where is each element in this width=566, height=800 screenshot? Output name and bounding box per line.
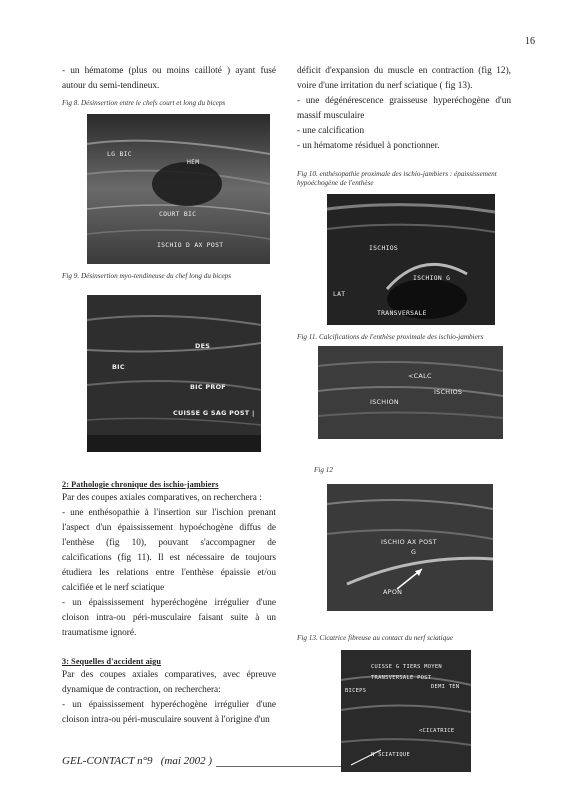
fig13-label: BICEPS bbox=[345, 688, 367, 694]
fig10-label: LAT bbox=[333, 290, 346, 298]
fig13-label: TRANSVERSALE POST bbox=[371, 675, 432, 681]
section3-paragraph: Par des coupes axiales comparatives, avec épreuve dynamique de contraction, on recherchera: bbox=[62, 670, 276, 695]
fig11-label: ISCHION bbox=[370, 398, 400, 406]
section2-paragraph: - une enthésopathie à l'insertion sur l'ischion prenant l'aspect d'un épaississement hypoéchogène diffus de l'enthèse (fig 10), pouvant s'accompagner de calcifications (fig 11). Il est nécessaire de toujours étudiera les relations entre l'enthèse épaissie et/ou calcifiée et le nerf sciatique bbox=[62, 508, 276, 593]
section3-paragraph: - un épaississement hyperéchogène irrégulier d'une cloison intra-ou péri-musculaire souvent à l'origine d'un bbox=[62, 700, 276, 725]
fig8-label: COURT BIC bbox=[159, 210, 197, 218]
fig8-caption: Fig 8. Désinsertion entre le chefs court et long du biceps bbox=[62, 99, 226, 107]
right-paragraph: déficit d'expansion du muscle en contraction (fig 12), voire d'une irritation du nerf sciatique ( fig 13). bbox=[297, 66, 511, 91]
fig13-label: N SCIATIQUE bbox=[371, 752, 410, 758]
intro-paragraph: - un hématome (plus ou moins cailloté ) ayant fusé autour du semi-tendineux. bbox=[62, 66, 276, 91]
fig11-caption: Fig 11. Calcifications de l'enthèse proximale des ischio-jambiers bbox=[297, 333, 484, 341]
fig8-label: HEM bbox=[187, 158, 200, 166]
right-paragraph: - une calcification bbox=[297, 126, 365, 136]
fig10-ultrasound-image bbox=[327, 194, 495, 325]
fig13-label: DEMI TEN bbox=[431, 684, 460, 690]
fig11-label: <CALC bbox=[408, 372, 432, 380]
fig12-label: G bbox=[411, 548, 417, 556]
section2-body bbox=[62, 491, 276, 641]
fig9-label: DES bbox=[195, 342, 211, 350]
fig10-label: ISCHION G bbox=[413, 274, 451, 282]
page-number: 16 bbox=[525, 36, 535, 47]
fig13-caption: Fig 13. Cicatrice fibreuse au contact du nerf sciatique bbox=[297, 634, 454, 642]
fig9-caption: Fig 9. Désinsertion myo-tendineuse du chef long du biceps bbox=[62, 272, 232, 280]
right-paragraph: - une dégénérescence graisseuse hyperéchogène d'un massif musculaire bbox=[297, 96, 511, 121]
footer-rule bbox=[216, 766, 341, 767]
section2-heading: 2: Pathologie chronique des ischio-jambiers bbox=[62, 480, 219, 489]
fig13-label: CUISSE G TIERS MOYEN bbox=[371, 664, 442, 670]
right-paragraph: - un hématome résiduel à ponctionner. bbox=[297, 141, 440, 151]
fig8-label: ISCHIO D AX POST bbox=[157, 241, 224, 249]
section2-paragraph: - un épaississement hyperéchogène irrégulier d'une cloison intra-ou péri-musculaire faisant suite à un traumatisme ignoré. bbox=[62, 598, 276, 638]
fig12-label: ISCHIO AX POST bbox=[381, 538, 437, 546]
footer-date: (mai 2002 ) bbox=[160, 755, 213, 767]
fig12-ultrasound-image bbox=[327, 484, 493, 611]
fig9-echo-texture bbox=[87, 295, 261, 452]
fig9-label: BIC bbox=[112, 363, 125, 371]
fig8-label: LG BIC bbox=[107, 150, 132, 158]
section3-heading: 3: Sequelles d'accident aigu bbox=[62, 657, 162, 666]
right-body bbox=[297, 64, 511, 154]
fig12-label: APON bbox=[383, 588, 403, 596]
fig11-echo-texture bbox=[318, 346, 503, 439]
fig10-caption: Fig 10. enthésopathie proximale des ischio-jambiers : épaississement hypoéchogène de l'enthèse bbox=[297, 170, 497, 187]
fig13-ultrasound-image bbox=[341, 650, 471, 772]
fig9-label: CUISSE G SAG POST | bbox=[173, 409, 255, 417]
footer-issue: n°9 bbox=[137, 755, 153, 767]
footer bbox=[62, 755, 212, 767]
fig9-ultrasound-image bbox=[87, 295, 261, 452]
fig12-echo-texture bbox=[327, 484, 493, 611]
fig11-label: ISCHIOS bbox=[434, 388, 463, 396]
fig10-label: TRANSVERSALE bbox=[377, 309, 427, 317]
section3-body bbox=[62, 668, 276, 728]
fig8-ultrasound-image bbox=[87, 114, 270, 264]
fig9-label: BIC PROF bbox=[190, 383, 226, 391]
footer-journal: GEL-CONTACT bbox=[62, 755, 135, 767]
section2-paragraph: Par des coupes axiales comparatives, on recherchera : bbox=[62, 493, 262, 503]
fig11-ultrasound-image bbox=[318, 346, 503, 439]
fig10-echo-texture bbox=[327, 194, 495, 325]
fig12-caption: Fig 12 bbox=[314, 466, 333, 474]
fig13-label: <CICATRICE bbox=[419, 728, 455, 734]
fig10-label: ISCHIOS bbox=[369, 244, 399, 252]
